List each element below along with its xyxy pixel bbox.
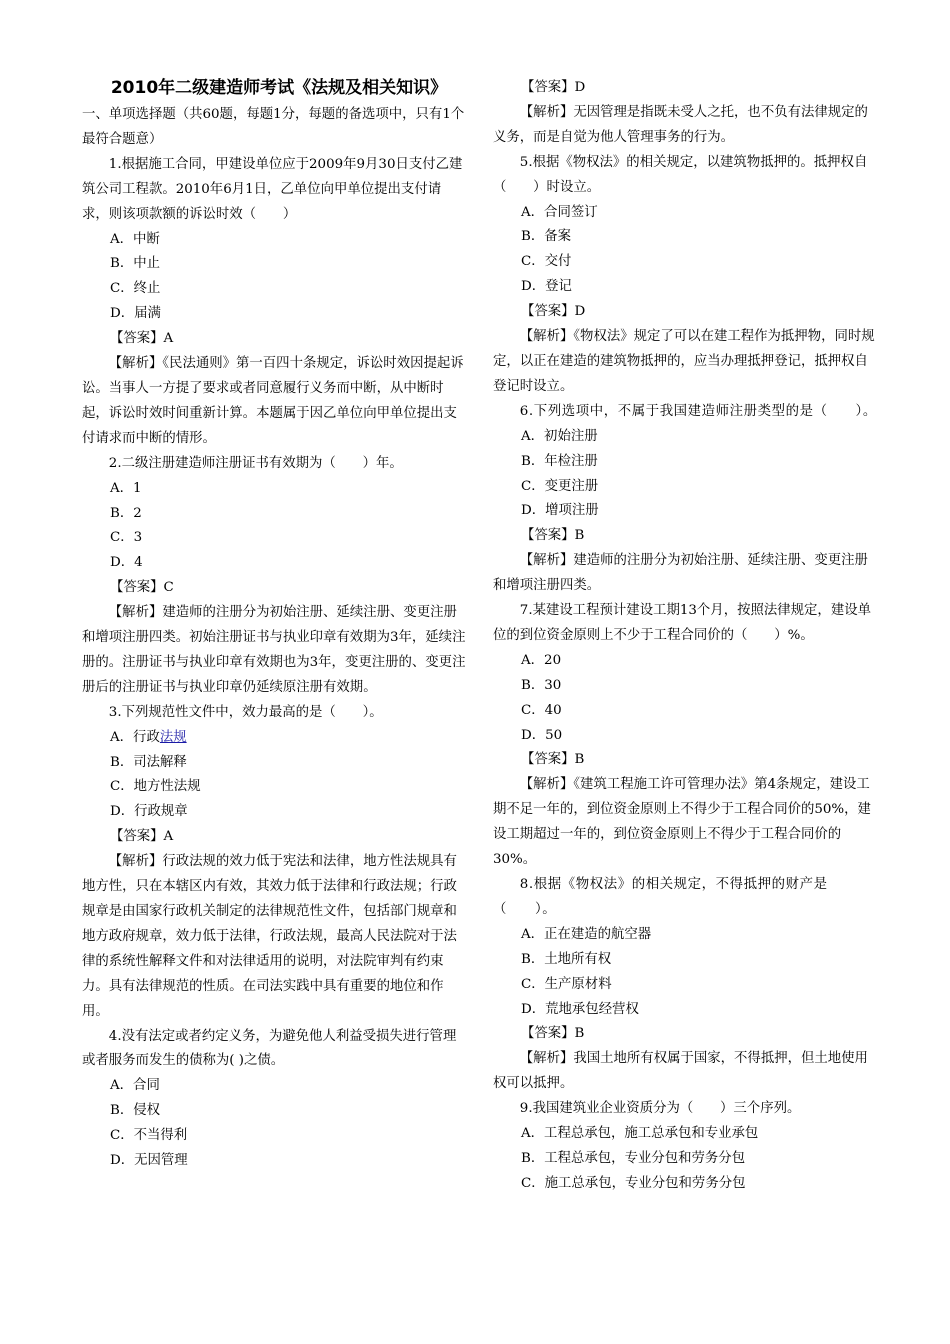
q2-option-a: A．1 xyxy=(110,480,142,496)
q8-stem: 8.根据《物权法》的相关规定，不得抵押的财产是（ ）。 xyxy=(493,877,828,917)
q2-answer: 【答案】C xyxy=(110,580,174,596)
q6-answer: 【答案】B xyxy=(521,528,585,544)
q9-option-a: A．工程总承包，施工总承包和专业承包 xyxy=(521,1126,759,1142)
q1-option-c: C．终止 xyxy=(110,281,161,297)
q1-option-b: B．中止 xyxy=(110,256,161,272)
q1-option-a: A．中断 xyxy=(110,231,160,247)
q4-option-a: A．合同 xyxy=(110,1078,160,1094)
q5-analysis: 【解析】《物权法》规定了可以在建工程作为抵押物，同时规定，以正在建造的建筑物抵押的，应当办理抵押登记，抵押权自登记时设立。 xyxy=(493,329,875,394)
q8-option-b: B．土地所有权 xyxy=(521,951,612,967)
q4-option-c: C．不当得利 xyxy=(110,1128,188,1144)
q9-stem: 9.我国建筑业企业资质分为（ ）三个序列。 xyxy=(519,1101,801,1117)
q4-option-b: B．侵权 xyxy=(110,1103,161,1119)
q7-stem: 7.某建设工程预计建设工期13个月，按照法律规定，建设单位的到位资金原则上不少于工程合同价的（ ）%。 xyxy=(493,603,871,643)
q1-stem: 1.根据施工合同，甲建设单位应于2009年9月30日支付乙建筑公司工程款。2010年6月1日，乙单位向甲单位提出支付请求，则该项款额的诉讼时效（ ） xyxy=(82,156,463,222)
q5-option-c: C．交付 xyxy=(521,254,572,270)
q2-analysis: 【解析】建造师的注册分为初始注册、延续注册、变更注册和增项注册四类。初始注册证书与执业印章有效期为3年，延续注册的。注册证书与执业印章有效期也为3年，变更注册的、变更注册后的注册证书与执业印章仍延续原注册有效期。 xyxy=(82,605,466,695)
q1-answer: 【答案】A xyxy=(110,331,174,347)
q9-option-c: C．施工总承包，专业分包和劳务分包 xyxy=(521,1175,746,1191)
q8-option-c: C．生产原材料 xyxy=(521,976,612,992)
q3-analysis: 【解析】行政法规的效力低于宪法和法律，地方性法规具有地方性，只在本辖区内有效，其效力低于法律和行政法规；行政规章是由国家行政机关制定的法律规范性文件，包括部门规章和地方政府规章，效力低于法律，行政法规，最高人民法院对于法律的系统性解释文件和对法律适用的说明，对法院审判有约束力。具有法律规范的性质。在司法实践中具有重要的地位和作用。 xyxy=(82,854,457,1019)
q6-option-c: C．变更注册 xyxy=(521,478,599,494)
q1-analysis: 【解析】《民法通则》第一百四十条规定，诉讼时效因提起诉讼。当事人一方提了要求或者同意履行义务而中断，从中断时起，诉讼时效时间重新计算。本题属于因乙单位向甲单位提出支付请求而中断的情形。 xyxy=(82,356,464,446)
q3-option-d: D．行政规章 xyxy=(110,804,188,820)
q7-option-b: B．30 xyxy=(521,677,562,693)
q5-stem: 5.根据《物权法》的相关规定，以建筑物抵押的。抵押权自（ ）时设立。 xyxy=(493,154,868,195)
regulation-link[interactable]: 法规 xyxy=(159,729,187,745)
q6-stem: 6.下列选项中，不属于我国建造师注册类型的是（ ）。 xyxy=(519,403,877,419)
q3-stem: 3.下列规范性文件中，效力最高的是（ ）。 xyxy=(108,704,383,720)
q3-option-b: B．司法解释 xyxy=(110,754,187,770)
document-title: 2010年二级建造师考试《法规及相关知识》 xyxy=(110,78,448,98)
q7-analysis: 【解析】《建筑工程施工许可管理办法》第4条规定，建设工期不足一年的，到位资金原则上不得少于工程合同价的50%，建设工期超过一年的，到位资金原则上不得少于工程合同价的30%。 xyxy=(493,777,871,868)
q6-option-d: D．增项注册 xyxy=(521,503,599,519)
q6-analysis: 【解析】建造师的注册分为初始注册、延续注册、变更注册和增项注册四类。 xyxy=(493,553,868,594)
right-column xyxy=(493,76,877,1197)
q2-stem: 2.二级注册建造师注册证书有效期为（ ）年。 xyxy=(108,455,403,471)
q3-option-a-prefix: A．行政 xyxy=(110,729,160,745)
q7-option-d: D．50 xyxy=(521,727,563,743)
section-heading: 一、单项选择题（共60题，每题1分，每题的备选项中，只有1个最符合题意） xyxy=(82,107,465,147)
q4-answer: 【答案】D xyxy=(521,80,586,95)
q5-option-a: A．合同签订 xyxy=(521,204,598,220)
q4-option-d: D．无因管理 xyxy=(110,1153,188,1169)
q5-answer: 【答案】D xyxy=(521,304,586,320)
q6-option-b: B．年检注册 xyxy=(521,453,598,469)
q9-option-b: B．工程总承包，专业分包和劳务分包 xyxy=(521,1150,746,1166)
left-column xyxy=(82,76,466,1174)
q2-option-d: D．4 xyxy=(110,555,143,571)
q5-option-d: D．登记 xyxy=(521,279,572,295)
q8-analysis: 【解析】我国土地所有权属于国家，不得抵押，但土地使用权可以抵押。 xyxy=(493,1051,868,1092)
q4-analysis: 【解析】无因管理是指既未受人之托，也不负有法律规定的义务，而是自觉为他人管理事务的行为。 xyxy=(493,104,868,145)
q1-option-d: D．届满 xyxy=(110,306,161,322)
q8-option-d: D．荒地承包经营权 xyxy=(521,1001,639,1017)
q3-answer: 【答案】A xyxy=(110,829,174,845)
q8-answer: 【答案】B xyxy=(521,1026,585,1042)
q8-option-a: A．正在建造的航空器 xyxy=(521,926,652,942)
q7-answer: 【答案】B xyxy=(521,752,585,768)
q3-option-c: C．地方性法规 xyxy=(110,779,201,795)
q4-stem: 4.没有法定或者约定义务，为避免他人利益受损失进行管理或者服务而发生的债称为( )之债。 xyxy=(82,1028,457,1069)
q7-option-a: A．20 xyxy=(521,652,562,668)
q2-option-c: C．3 xyxy=(110,530,143,546)
q2-option-b: B．2 xyxy=(110,505,142,521)
q7-option-c: C．40 xyxy=(521,702,562,718)
q3-option-a xyxy=(82,726,466,751)
q6-option-a: A．初始注册 xyxy=(521,428,598,444)
q5-option-b: B．备案 xyxy=(521,229,572,245)
